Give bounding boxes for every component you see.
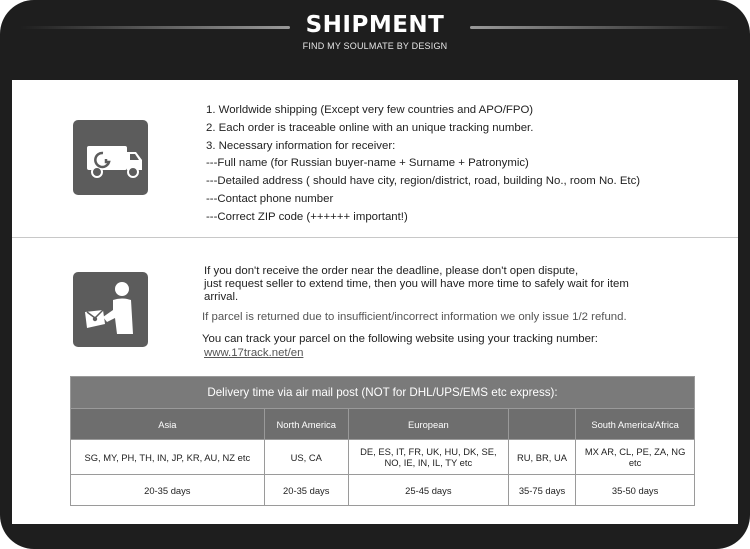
- content-panel: [12, 80, 738, 524]
- table-caption: Delivery time via air mail post (NOT for DHL/UPS/EMS etc express):: [71, 377, 695, 409]
- region-header: Asia: [71, 409, 265, 440]
- shipping-info-list: [206, 102, 640, 227]
- delivery-time-cell: 35-75 days: [508, 475, 575, 506]
- region-header: European: [348, 409, 508, 440]
- countries-cell: DE, ES, IT, FR, UK, HU, DK, SE, NO, IE, IN, IL, TY etc: [348, 440, 508, 475]
- table-row: [71, 440, 695, 475]
- delivery-time-cell: 20-35 days: [71, 475, 265, 506]
- notice-line-2: just request seller to extend time, then you will have more time to safely wait for item: [204, 278, 629, 290]
- page-subtitle: FIND MY SOULMATE BY DESIGN: [302, 41, 448, 51]
- notice-line-1: If you don't receive the order near the deadline, please don't open dispute,: [204, 265, 579, 277]
- shipping-info-item: 3. Necessary information for receiver:: [206, 139, 396, 152]
- delivery-time-cell: 25-45 days: [348, 475, 508, 506]
- shipping-info-item: ---Full name (for Russian buyer-name + Surname + Patronymic): [206, 157, 529, 170]
- shipping-info-item: ---Contact phone number: [206, 192, 334, 205]
- shipping-info-item: ---Detailed address ( should have city, region/district, road, building No., room No. Etc): [206, 175, 641, 188]
- countries-cell: MX AR, CL, PE, ZA, NG etc: [576, 440, 695, 475]
- countries-cell: US, CA: [264, 440, 348, 475]
- shipping-info-item: 2. Each order is traceable online with an unique tracking number.: [206, 121, 534, 134]
- shipping-info-item: 1. Worldwide shipping (Except very few countries and APO/FPO): [206, 104, 534, 116]
- delivery-truck-icon: [73, 120, 148, 195]
- section-divider: [12, 237, 738, 238]
- table-row: [71, 475, 695, 506]
- table-header-row: [71, 409, 695, 440]
- shipping-info-item: ---Correct ZIP code (++++++ important!): [206, 210, 408, 223]
- notice-line-3: arrival.: [204, 291, 239, 303]
- countries-cell: RU, BR, UA: [508, 440, 575, 475]
- delivery-time-cell: 20-35 days: [264, 475, 348, 506]
- header-banner: [0, 0, 750, 78]
- delivery-time-table: [70, 376, 695, 506]
- region-header: South America/Africa: [576, 409, 695, 440]
- delivery-time-cell: 35-50 days: [576, 475, 695, 506]
- countries-cell: SG, MY, PH, TH, IN, JP, KR, AU, NZ etc: [71, 440, 265, 475]
- page-title: SHIPMENT: [305, 12, 445, 38]
- tracking-link[interactable]: www.17track.net/en: [204, 347, 304, 359]
- refund-notice: If parcel is returned due to insufficient/incorrect information we only issue 1/2 refund.: [202, 311, 627, 323]
- region-header: North America: [264, 409, 348, 440]
- tracking-instructions: You can track your parcel on the following website using your tracking number:: [202, 333, 598, 345]
- person-holding-box-icon: [73, 272, 148, 347]
- region-header: [508, 409, 575, 440]
